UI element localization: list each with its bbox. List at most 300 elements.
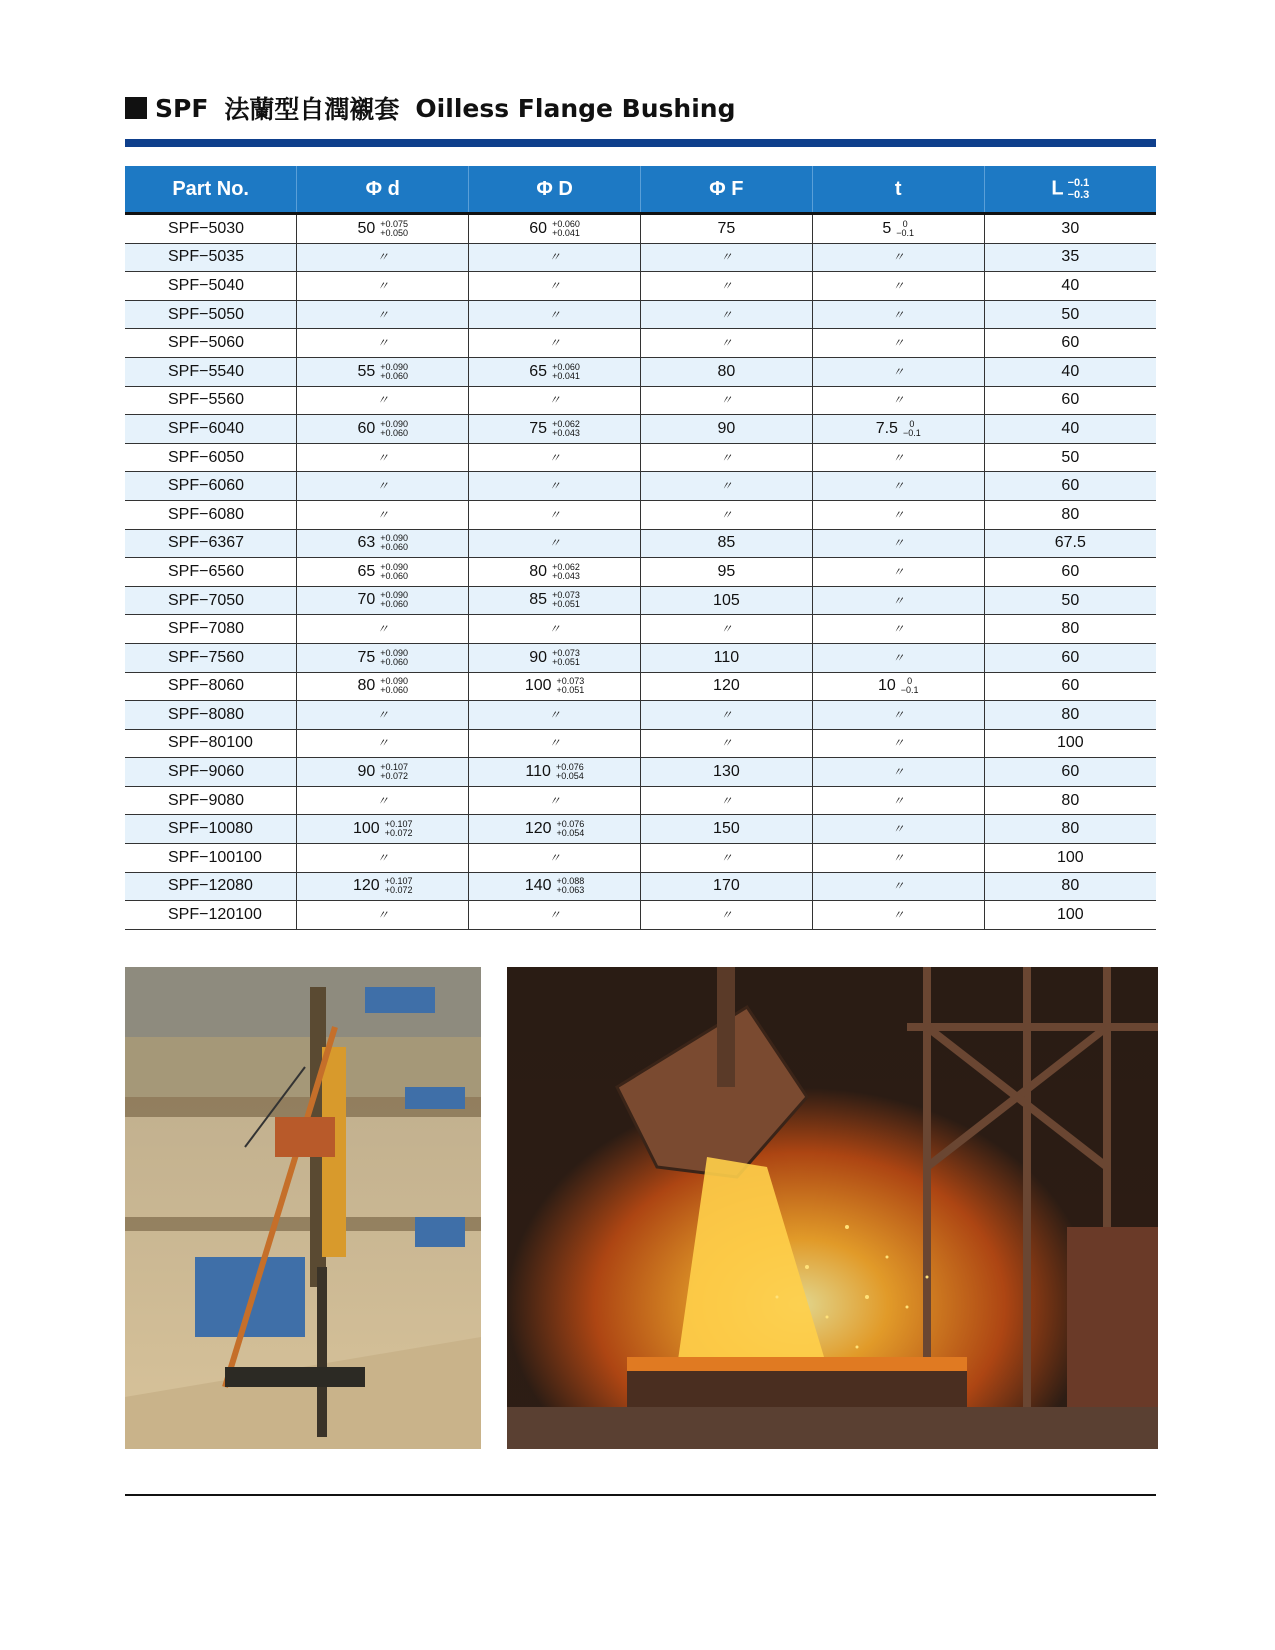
cell-thickness-value: 〃	[892, 450, 905, 465]
table-row	[125, 329, 1156, 358]
cell-thickness	[812, 701, 984, 730]
cell-part-no-value: SPF−5030	[168, 219, 245, 237]
cell-outer-diameter-tolerance	[557, 677, 585, 695]
cell-outer-diameter-tolerance	[557, 877, 585, 895]
cell-part-no-value: SPF−6367	[168, 534, 245, 552]
cell-thickness	[812, 872, 984, 901]
cell-thickness-value: 〃	[892, 564, 905, 579]
cell-length-value: 80	[1061, 505, 1080, 523]
cell-length-value: 60	[1061, 763, 1080, 781]
cell-outer-diameter-value: 〃	[548, 336, 561, 351]
cell-length	[984, 901, 1156, 930]
cell-outer-diameter-tol-lower: +0.041	[552, 370, 580, 381]
cell-flange-diameter-value: 120	[713, 677, 740, 695]
table-row	[125, 586, 1156, 615]
cell-outer-diameter	[469, 329, 641, 358]
cell-length	[984, 243, 1156, 272]
cell-thickness	[812, 415, 984, 444]
cell-length-value: 30	[1061, 219, 1080, 237]
cell-part-no-value: SPF−7560	[168, 648, 245, 666]
cell-outer-diameter-tol-lower: +0.054	[556, 828, 585, 839]
cell-length-value: 100	[1056, 734, 1084, 752]
cell-inner-diameter	[297, 415, 469, 444]
cell-flange-diameter-value: 130	[713, 763, 740, 781]
cell-inner-diameter-tolerance	[380, 363, 408, 381]
cell-part-no-value: SPF−6050	[168, 448, 245, 466]
cell-inner-diameter	[297, 729, 469, 758]
cell-inner-diameter	[297, 815, 469, 844]
cell-length	[984, 214, 1156, 244]
cell-thickness-tolerance	[896, 220, 914, 238]
cell-part-no-value: SPF−10080	[168, 820, 253, 838]
cell-part-no-value: SPF−5060	[168, 334, 245, 352]
cell-thickness-value: 〃	[892, 822, 905, 837]
cell-inner-diameter	[297, 872, 469, 901]
cell-part-no-value: SPF−5035	[168, 248, 245, 266]
cell-outer-diameter-tolerance	[552, 220, 580, 238]
cell-length-value: 80	[1061, 791, 1080, 809]
cell-length	[984, 558, 1156, 587]
cell-outer-diameter-tol-upper: +0.062	[552, 418, 580, 429]
table-row	[125, 386, 1156, 415]
cell-inner-diameter-value: 〃	[376, 793, 389, 808]
cell-thickness-value: 〃	[892, 507, 905, 522]
cell-outer-diameter-tol-upper: +0.060	[552, 361, 580, 372]
table-row	[125, 701, 1156, 730]
cell-thickness-value: 〃	[892, 736, 905, 751]
cell-thickness	[812, 558, 984, 587]
table-row	[125, 615, 1156, 644]
cell-inner-diameter-tol-upper: +0.090	[380, 533, 409, 544]
cell-outer-diameter-tol-upper: +0.088	[556, 876, 585, 887]
cell-outer-diameter	[469, 415, 641, 444]
cell-inner-diameter-value: 〃	[376, 707, 389, 722]
cell-length-value: 80	[1061, 877, 1080, 895]
cell-outer-diameter-value: 85	[529, 591, 548, 609]
cell-flange-diameter	[640, 701, 812, 730]
cell-outer-diameter	[469, 357, 641, 386]
cell-inner-diameter	[297, 701, 469, 730]
cell-outer-diameter-value: 〃	[548, 393, 561, 408]
cell-part-no-value: SPF−100100	[168, 848, 262, 866]
cell-thickness-tolerance	[903, 420, 921, 438]
cell-thickness	[812, 643, 984, 672]
cell-inner-diameter	[297, 329, 469, 358]
header-outer-diameter: Φ D	[469, 166, 641, 214]
cell-thickness-tol-lower: −0.1	[900, 685, 919, 696]
cell-thickness-value: 〃	[892, 307, 905, 322]
cell-length	[984, 443, 1156, 472]
cell-thickness	[812, 386, 984, 415]
cell-length-value: 100	[1056, 848, 1084, 866]
cell-part-no	[125, 243, 297, 272]
cell-thickness-value: 5	[882, 219, 892, 237]
cell-outer-diameter-value: 140	[524, 877, 552, 895]
cell-outer-diameter-value: 〃	[548, 507, 561, 522]
table-row	[125, 415, 1156, 444]
table-row	[125, 758, 1156, 787]
table-row	[125, 729, 1156, 758]
cell-outer-diameter-tol-lower: +0.041	[552, 227, 580, 238]
cell-flange-diameter	[640, 386, 812, 415]
cell-part-no-value: SPF−7080	[168, 620, 245, 638]
cell-inner-diameter-tol-upper: +0.107	[380, 761, 409, 772]
cell-part-no	[125, 500, 297, 529]
table-row	[125, 558, 1156, 587]
cell-flange-diameter-value: 〃	[720, 450, 733, 465]
cell-inner-diameter-tol-upper: +0.090	[380, 561, 409, 572]
cell-inner-diameter-tol-lower: +0.060	[380, 570, 409, 581]
cell-outer-diameter	[469, 529, 641, 558]
cell-inner-diameter-tol-lower: +0.060	[380, 685, 409, 696]
cell-flange-diameter	[640, 758, 812, 787]
cell-inner-diameter	[297, 586, 469, 615]
cell-length	[984, 615, 1156, 644]
cell-thickness-tolerance	[901, 677, 919, 695]
cell-inner-diameter-tol-lower: +0.060	[380, 656, 409, 667]
cell-thickness-tol-upper: 0	[902, 218, 908, 229]
table-row	[125, 815, 1156, 844]
cell-flange-diameter-value: 105	[713, 591, 740, 609]
cell-thickness-tol-lower: −0.1	[896, 227, 915, 238]
header-length	[984, 166, 1156, 214]
cell-part-no	[125, 443, 297, 472]
cell-inner-diameter-value: 〃	[376, 908, 389, 923]
cell-part-no-value: SPF−5560	[168, 391, 245, 409]
header-thickness: t	[812, 166, 984, 214]
cell-outer-diameter-value: 120	[524, 820, 552, 838]
pile-driver-construction-site-photo	[125, 967, 481, 1449]
cell-flange-diameter	[640, 272, 812, 301]
cell-length-value: 60	[1061, 334, 1080, 352]
cell-outer-diameter-tolerance	[552, 591, 580, 609]
cell-flange-diameter	[640, 901, 812, 930]
cell-inner-diameter-value: 〃	[376, 736, 389, 751]
cell-outer-diameter	[469, 300, 641, 329]
cell-inner-diameter-tol-lower: +0.050	[380, 227, 409, 238]
cell-inner-diameter-value: 〃	[376, 393, 389, 408]
title-chinese: 法蘭型自潤襯套	[224, 95, 400, 124]
cell-flange-diameter-value: 90	[717, 419, 736, 437]
table-row	[125, 844, 1156, 873]
cell-outer-diameter-value: 〃	[548, 622, 561, 637]
cell-inner-diameter-value: 70	[357, 591, 376, 609]
cell-flange-diameter	[640, 214, 812, 244]
cell-inner-diameter-value: 100	[353, 820, 380, 838]
cell-outer-diameter	[469, 729, 641, 758]
cell-flange-diameter-value: 95	[717, 562, 736, 580]
cell-outer-diameter	[469, 701, 641, 730]
cell-outer-diameter	[469, 586, 641, 615]
cell-part-no-value: SPF−120100	[168, 906, 262, 924]
cell-inner-diameter-tolerance	[385, 877, 413, 895]
cell-thickness-value: 〃	[892, 250, 905, 265]
cell-flange-diameter-value: 〃	[720, 307, 733, 322]
cell-part-no-value: SPF−80100	[168, 734, 253, 752]
cell-part-no	[125, 586, 297, 615]
cell-inner-diameter-tolerance	[380, 563, 408, 581]
cell-length-value: 35	[1061, 248, 1080, 266]
cell-thickness	[812, 214, 984, 244]
cell-outer-diameter-tol-upper: +0.073	[552, 647, 580, 658]
cell-flange-diameter-value: 〃	[720, 736, 733, 751]
cell-thickness-value: 〃	[892, 650, 905, 665]
cell-part-no	[125, 386, 297, 415]
cell-inner-diameter-value: 〃	[376, 507, 389, 522]
cell-outer-diameter-value: 〃	[548, 450, 561, 465]
cell-part-no-value: SPF−6560	[168, 562, 245, 580]
cell-inner-diameter	[297, 243, 469, 272]
cell-flange-diameter-value: 80	[717, 362, 736, 380]
cell-flange-diameter-value: 〃	[720, 908, 733, 923]
cell-inner-diameter	[297, 386, 469, 415]
cell-inner-diameter-tolerance	[380, 677, 408, 695]
table-row	[125, 872, 1156, 901]
cell-part-no	[125, 214, 297, 244]
cell-inner-diameter-value: 80	[357, 677, 376, 695]
cell-inner-diameter-tol-lower: +0.060	[380, 427, 409, 438]
cell-thickness-value: 〃	[892, 793, 905, 808]
cell-inner-diameter-value: 〃	[376, 850, 389, 865]
cell-part-no	[125, 815, 297, 844]
cell-outer-diameter-value: 65	[529, 362, 548, 380]
cell-inner-diameter	[297, 272, 469, 301]
cell-inner-diameter-tol-upper: +0.090	[380, 361, 409, 372]
cell-outer-diameter-tolerance	[552, 649, 580, 667]
cell-outer-diameter-value: 75	[529, 420, 548, 438]
cell-flange-diameter-value: 85	[717, 534, 736, 552]
cell-thickness	[812, 815, 984, 844]
cell-inner-diameter-tolerance	[380, 763, 408, 781]
cell-part-no	[125, 558, 297, 587]
cell-length	[984, 701, 1156, 730]
cell-length	[984, 329, 1156, 358]
cell-inner-diameter-tol-lower: +0.060	[380, 542, 409, 553]
cell-outer-diameter-value: 〃	[548, 307, 561, 322]
cell-thickness	[812, 615, 984, 644]
cell-outer-diameter-value: 〃	[548, 250, 561, 265]
cell-outer-diameter-value: 90	[529, 648, 548, 666]
cell-outer-diameter-value: 〃	[548, 793, 561, 808]
header-length-tol-upper: −0.1	[1067, 177, 1090, 189]
cell-inner-diameter-tolerance	[380, 591, 408, 609]
cell-part-no	[125, 758, 297, 787]
cell-length-value: 67.5	[1054, 534, 1086, 552]
cell-part-no-value: SPF−6040	[168, 419, 245, 437]
bottom-rule	[125, 1494, 1156, 1496]
cell-outer-diameter-value: 〃	[548, 707, 561, 722]
cell-length	[984, 758, 1156, 787]
cell-length	[984, 786, 1156, 815]
cell-length	[984, 643, 1156, 672]
table-row	[125, 357, 1156, 386]
cell-length-value: 80	[1061, 620, 1080, 638]
cell-flange-diameter	[640, 586, 812, 615]
cell-length-value: 60	[1061, 562, 1080, 580]
cell-inner-diameter	[297, 758, 469, 787]
cell-inner-diameter	[297, 672, 469, 701]
cell-thickness-tol-lower: −0.1	[902, 427, 921, 438]
cell-outer-diameter-tolerance	[556, 763, 584, 781]
cell-flange-diameter-value: 150	[713, 820, 740, 838]
cell-thickness-value: 〃	[892, 707, 905, 722]
cell-part-no	[125, 901, 297, 930]
cell-outer-diameter	[469, 786, 641, 815]
cell-flange-diameter	[640, 815, 812, 844]
cell-thickness-value: 〃	[892, 479, 905, 494]
cell-part-no-value: SPF−6080	[168, 505, 245, 523]
cell-inner-diameter-tol-upper: +0.090	[380, 676, 409, 687]
cell-length-value: 40	[1061, 276, 1080, 294]
cell-outer-diameter	[469, 815, 641, 844]
cell-inner-diameter-value: 〃	[376, 450, 389, 465]
cell-part-no	[125, 786, 297, 815]
cell-inner-diameter	[297, 472, 469, 501]
cell-flange-diameter	[640, 443, 812, 472]
cell-part-no-value: SPF−5050	[168, 305, 245, 323]
cell-outer-diameter	[469, 643, 641, 672]
cell-length-value: 60	[1061, 477, 1080, 495]
table-row	[125, 443, 1156, 472]
cell-outer-diameter-tol-upper: +0.060	[552, 218, 580, 229]
cell-thickness	[812, 529, 984, 558]
cell-flange-diameter	[640, 357, 812, 386]
table-row	[125, 529, 1156, 558]
cell-inner-diameter-value: 〃	[376, 250, 389, 265]
cell-length-value: 80	[1061, 705, 1080, 723]
cell-outer-diameter	[469, 558, 641, 587]
cell-part-no	[125, 357, 297, 386]
cell-part-no	[125, 844, 297, 873]
table-row	[125, 500, 1156, 529]
cell-thickness	[812, 786, 984, 815]
spec-table-header-row	[125, 166, 1156, 214]
cell-length	[984, 386, 1156, 415]
cell-flange-diameter-value: 〃	[720, 479, 733, 494]
cell-thickness-value: 〃	[892, 879, 905, 894]
cell-thickness-value: 〃	[892, 593, 905, 608]
cell-outer-diameter-tol-lower: +0.043	[552, 427, 580, 438]
cell-inner-diameter	[297, 844, 469, 873]
cell-length-value: 50	[1061, 591, 1080, 609]
cell-flange-diameter-value: 〃	[720, 622, 733, 637]
cell-flange-diameter	[640, 872, 812, 901]
cell-thickness	[812, 329, 984, 358]
cell-length-value: 60	[1061, 648, 1080, 666]
cell-outer-diameter	[469, 672, 641, 701]
cell-flange-diameter	[640, 300, 812, 329]
cell-length-value: 80	[1061, 820, 1080, 838]
cell-flange-diameter-value: 〃	[720, 507, 733, 522]
spec-table	[125, 166, 1156, 930]
cell-thickness	[812, 472, 984, 501]
cell-inner-diameter-value: 63	[357, 534, 376, 552]
table-row	[125, 672, 1156, 701]
cell-flange-diameter-value: 〃	[720, 250, 733, 265]
cell-flange-diameter-value: 〃	[720, 393, 733, 408]
cell-inner-diameter-tol-lower: +0.060	[380, 599, 409, 610]
cell-thickness	[812, 357, 984, 386]
table-row	[125, 643, 1156, 672]
cell-flange-diameter	[640, 844, 812, 873]
cell-thickness	[812, 243, 984, 272]
cell-thickness	[812, 901, 984, 930]
cell-flange-diameter-value: 110	[713, 648, 740, 666]
cell-thickness	[812, 844, 984, 873]
cell-part-no-value: SPF−9080	[168, 791, 245, 809]
cell-length	[984, 672, 1156, 701]
cell-part-no-value: SPF−7050	[168, 591, 245, 609]
cell-length-value: 60	[1061, 677, 1080, 695]
title-rule	[125, 139, 1156, 147]
table-row	[125, 472, 1156, 501]
cell-outer-diameter	[469, 615, 641, 644]
cell-inner-diameter-value: 65	[357, 563, 376, 581]
cell-inner-diameter	[297, 443, 469, 472]
cell-inner-diameter-value: 60	[357, 420, 376, 438]
cell-part-no	[125, 643, 297, 672]
cell-flange-diameter-value: 〃	[720, 850, 733, 865]
cell-inner-diameter-value: 90	[357, 763, 376, 781]
cell-inner-diameter	[297, 643, 469, 672]
cell-outer-diameter-tol-upper: +0.073	[556, 676, 585, 687]
cell-inner-diameter	[297, 615, 469, 644]
cell-inner-diameter	[297, 786, 469, 815]
cell-outer-diameter-tol-upper: +0.076	[556, 819, 585, 830]
cell-flange-diameter	[640, 243, 812, 272]
cell-outer-diameter-tolerance	[552, 420, 580, 438]
cell-thickness-value: 〃	[892, 536, 905, 551]
cell-thickness-tol-upper: 0	[909, 418, 915, 429]
cell-thickness-value: 〃	[892, 278, 905, 293]
cell-outer-diameter-tol-upper: +0.062	[552, 561, 580, 572]
cell-length-value: 60	[1061, 391, 1080, 409]
cell-outer-diameter	[469, 472, 641, 501]
table-row	[125, 243, 1156, 272]
cell-inner-diameter	[297, 558, 469, 587]
cell-thickness-value: 〃	[892, 850, 905, 865]
cell-outer-diameter-tol-lower: +0.043	[552, 570, 580, 581]
cell-outer-diameter-value: 110	[525, 763, 551, 781]
cell-flange-diameter	[640, 415, 812, 444]
cell-outer-diameter-value: 〃	[548, 278, 561, 293]
cell-part-no	[125, 615, 297, 644]
cell-length	[984, 586, 1156, 615]
cell-length	[984, 500, 1156, 529]
cell-part-no-value: SPF−12080	[168, 877, 253, 895]
cell-thickness-value: 〃	[892, 364, 905, 379]
cell-inner-diameter-value: 〃	[376, 307, 389, 322]
cell-length	[984, 357, 1156, 386]
cell-length	[984, 415, 1156, 444]
header-length-tol-lower: −0.3	[1067, 189, 1090, 201]
cell-outer-diameter	[469, 386, 641, 415]
header-part-no: Part No.	[125, 166, 297, 214]
cell-outer-diameter-tol-lower: +0.051	[552, 599, 580, 610]
cell-thickness-value: 〃	[892, 393, 905, 408]
cell-part-no	[125, 672, 297, 701]
cell-outer-diameter-value: 100	[524, 677, 552, 695]
cell-flange-diameter	[640, 615, 812, 644]
cell-outer-diameter	[469, 214, 641, 244]
cell-part-no-value: SPF−8060	[168, 677, 245, 695]
cell-thickness-value: 〃	[892, 765, 905, 780]
cell-inner-diameter-tol-upper: +0.107	[384, 876, 413, 887]
cell-length	[984, 272, 1156, 301]
cell-thickness	[812, 443, 984, 472]
cell-outer-diameter	[469, 872, 641, 901]
cell-outer-diameter-value: 60	[529, 219, 548, 237]
